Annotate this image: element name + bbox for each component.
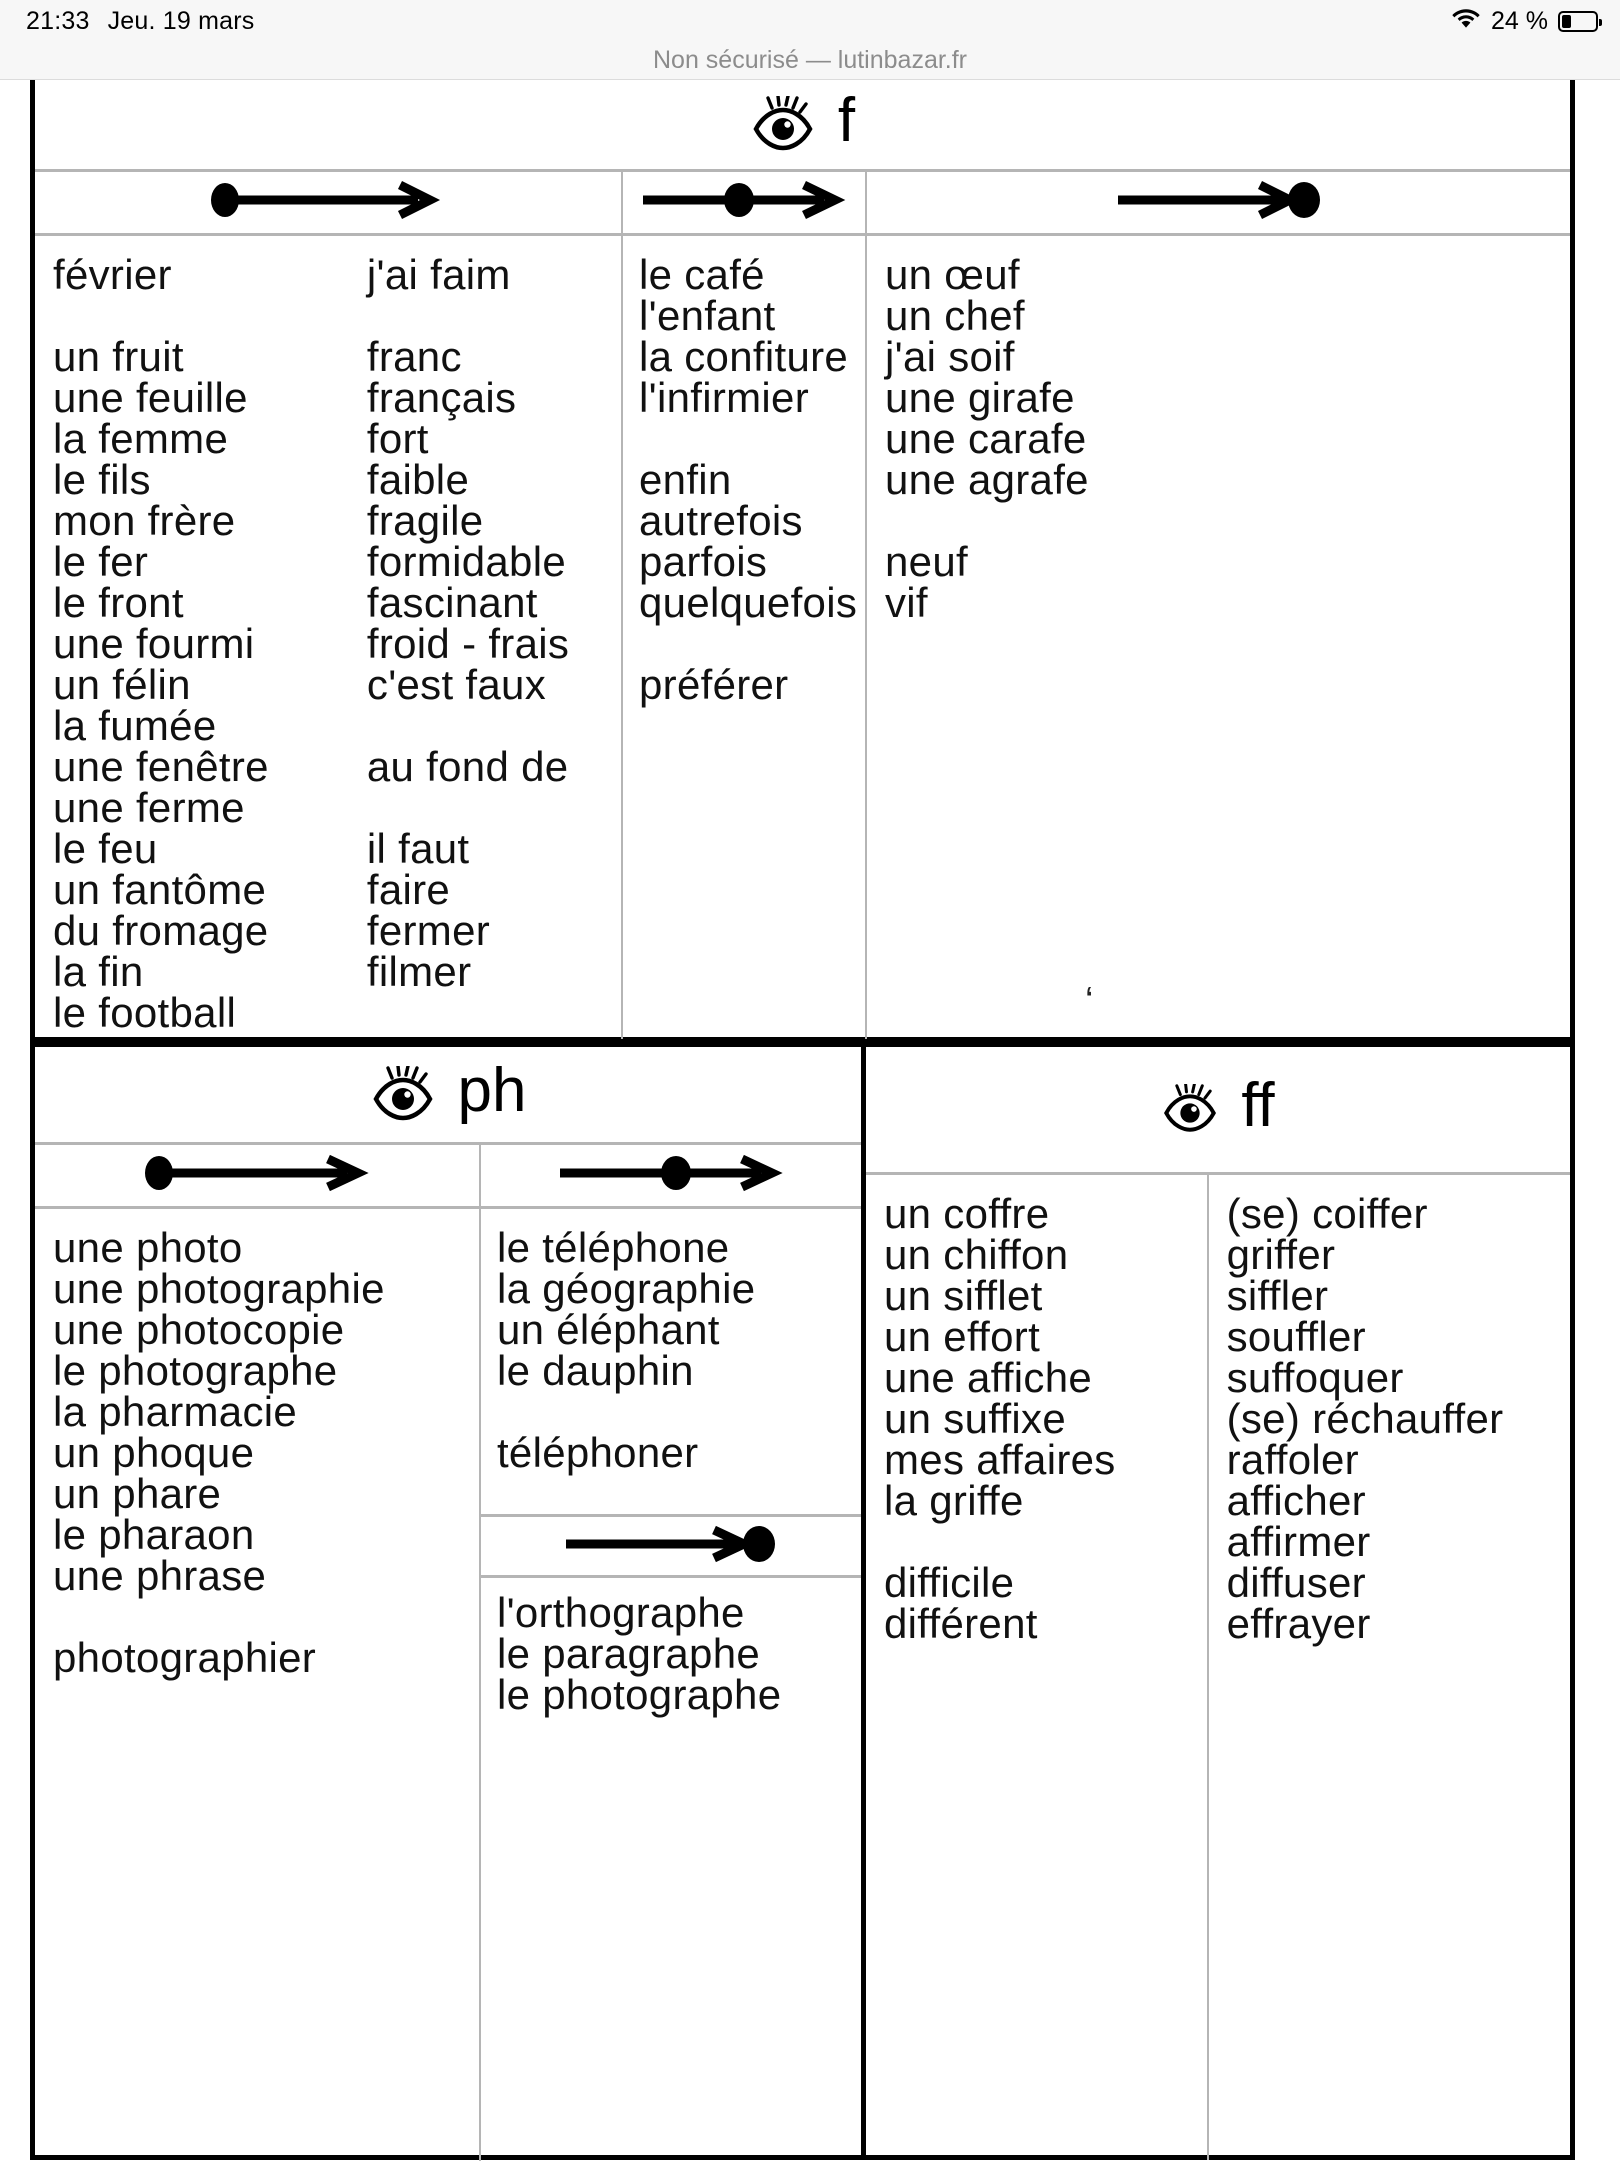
word-item: neuf xyxy=(885,538,968,585)
word-spacer xyxy=(367,787,621,828)
ff-column-1 xyxy=(866,1175,1209,2160)
arrow-dot-end xyxy=(556,1524,786,1569)
word-item: téléphoner xyxy=(496,1429,699,1476)
word-item: février xyxy=(53,251,172,298)
ph-column-2 xyxy=(481,1209,861,2161)
word-item: une fourmi xyxy=(53,620,255,667)
word-item: le paragraphe xyxy=(496,1630,761,1677)
f-col1-sub-b xyxy=(366,251,621,1033)
word-spacer xyxy=(884,1521,1207,1562)
section-f-title: f xyxy=(837,85,856,155)
word-item: fragile xyxy=(366,497,484,544)
word-item: la griffe xyxy=(884,1477,1024,1524)
word-item: le dauphin xyxy=(496,1347,694,1394)
word-item: vif xyxy=(885,579,928,626)
word-item: la fin xyxy=(53,948,144,995)
word-item: mon frère xyxy=(53,497,236,544)
word-item: la femme xyxy=(53,415,229,462)
word-item: il faut xyxy=(366,825,470,872)
word-item: le front xyxy=(53,579,184,626)
word-item: différent xyxy=(884,1600,1038,1647)
word-item: un phoque xyxy=(53,1429,255,1476)
f-col1-sub-a xyxy=(53,251,367,1036)
word-spacer xyxy=(53,295,367,336)
word-item: l'orthographe xyxy=(496,1589,745,1636)
section-ph xyxy=(30,1042,866,2160)
word-item: l'enfant xyxy=(639,292,776,339)
arrow-cell-2 xyxy=(481,1145,861,1206)
stray-apostrophe-mark: ‘ xyxy=(1085,980,1094,1022)
section-ff xyxy=(866,1042,1575,2160)
word-item: froid - frais xyxy=(366,620,570,667)
word-item: le feu xyxy=(53,825,158,872)
word-spacer xyxy=(367,295,621,336)
word-item: préférer xyxy=(639,661,789,708)
word-item: fascinant xyxy=(366,579,538,626)
word-item: mes affaires xyxy=(884,1436,1116,1483)
arrow-cell-3 xyxy=(867,172,1570,233)
word-item: une ferme xyxy=(53,784,245,831)
phoneme-sheet xyxy=(30,80,1575,2160)
date-label: Jeu. 19 mars xyxy=(107,6,255,35)
word-item: j'ai faim xyxy=(366,251,511,298)
ph-col2-group-a xyxy=(481,1209,861,1514)
section-ph-header xyxy=(35,1047,861,1145)
f-column-1 xyxy=(35,236,623,1039)
arrow-cell-1 xyxy=(35,172,623,233)
word-item: un effort xyxy=(884,1313,1041,1360)
arrow-dot-start xyxy=(142,1153,372,1198)
word-item: enfin xyxy=(639,456,732,503)
word-item: effrayer xyxy=(1226,1600,1371,1647)
battery-percent-label: 24 % xyxy=(1491,6,1548,35)
word-item: le café xyxy=(639,251,765,298)
word-item: français xyxy=(366,374,517,421)
word-item: griffer xyxy=(1226,1231,1336,1278)
section-f-arrow-row xyxy=(35,172,1570,236)
eye-icon xyxy=(370,1066,436,1124)
arrow-dot-end xyxy=(1114,180,1324,225)
ios-status-bar xyxy=(0,0,1620,42)
word-item: faire xyxy=(366,866,451,913)
eye-icon xyxy=(1161,1084,1219,1135)
worksheet-page xyxy=(0,80,1620,2160)
status-bar-right xyxy=(1451,0,1598,42)
ph-column-1 xyxy=(35,1209,481,2161)
section-ph-columns xyxy=(35,1209,861,2161)
word-item: la pharmacie xyxy=(53,1388,298,1435)
word-item: une phrase xyxy=(53,1552,267,1599)
word-item: un suffixe xyxy=(884,1395,1067,1442)
word-item: la confiture xyxy=(639,333,849,380)
word-item: un fantôme xyxy=(53,866,267,913)
section-ff-title: ff xyxy=(1241,1070,1275,1140)
word-item: j'ai soif xyxy=(885,333,1015,380)
word-item: le téléphone xyxy=(496,1224,730,1271)
word-spacer xyxy=(639,418,865,459)
word-item: le fer xyxy=(53,538,149,585)
word-item: le football xyxy=(53,989,237,1036)
word-item: faible xyxy=(366,456,470,503)
word-item: une carafe xyxy=(885,415,1087,462)
word-spacer xyxy=(497,1391,861,1432)
word-item: formidable xyxy=(366,538,566,585)
ph-col2-nested-arrow-row xyxy=(481,1514,861,1578)
section-f xyxy=(30,80,1575,1042)
word-item: un fruit xyxy=(53,333,184,380)
word-item: la géographie xyxy=(496,1265,756,1312)
word-spacer xyxy=(53,1596,479,1637)
f-column-2 xyxy=(623,236,867,1039)
word-item: fermer xyxy=(366,907,491,954)
word-item: une photo xyxy=(53,1224,243,1271)
word-spacer xyxy=(497,1473,861,1514)
word-item: un félin xyxy=(53,661,191,708)
word-spacer xyxy=(885,500,1570,541)
word-item: (se) réchauffer xyxy=(1226,1395,1504,1442)
word-item: c'est faux xyxy=(366,661,546,708)
word-item: parfois xyxy=(639,538,768,585)
word-item: un éléphant xyxy=(496,1306,720,1353)
word-item: la fumée xyxy=(53,702,217,749)
word-item: un phare xyxy=(53,1470,222,1517)
ff-column-2 xyxy=(1209,1175,1570,2160)
section-ph-arrow-row xyxy=(35,1145,861,1209)
arrow-cell-2 xyxy=(623,172,867,233)
wifi-icon xyxy=(1451,6,1481,37)
arrow-cell-1 xyxy=(35,1145,481,1206)
word-item: filmer xyxy=(366,948,472,995)
f-column-1-subcolumns xyxy=(53,251,621,1036)
word-item: une feuille xyxy=(53,374,248,421)
word-item: franc xyxy=(366,333,462,380)
word-item: un sifflet xyxy=(884,1272,1043,1319)
url-label: Non sécurisé — lutinbazar.fr xyxy=(652,46,968,74)
word-item: un chef xyxy=(885,292,1025,339)
word-item: une fenêtre xyxy=(53,743,269,790)
word-item: un chiffon xyxy=(884,1231,1069,1278)
word-item: difficile xyxy=(884,1559,1015,1606)
word-item: suffoquer xyxy=(1226,1354,1404,1401)
word-item: quelquefois xyxy=(639,579,858,626)
word-item: souffler xyxy=(1226,1313,1366,1360)
word-item: afficher xyxy=(1226,1477,1366,1524)
word-item: une photocopie xyxy=(53,1306,345,1353)
section-ph-title: ph xyxy=(457,1055,527,1125)
word-item: un coffre xyxy=(884,1190,1050,1237)
safari-url-bar[interactable] xyxy=(0,42,1620,80)
word-item: du fromage xyxy=(53,907,269,954)
f-column-3 xyxy=(867,236,1570,1039)
word-item: affirmer xyxy=(1226,1518,1371,1565)
ph-col2-group-b xyxy=(481,1578,861,1718)
section-ff-header xyxy=(866,1047,1570,1175)
word-item: une affiche xyxy=(884,1354,1093,1401)
word-item: une girafe xyxy=(885,374,1075,421)
word-item: au fond de xyxy=(366,743,569,790)
word-item: (se) coiffer xyxy=(1226,1190,1428,1237)
arrow-dot-middle xyxy=(556,1153,786,1198)
lower-sections-row xyxy=(30,1042,1575,2160)
word-item: siffler xyxy=(1226,1272,1329,1319)
word-item: autrefois xyxy=(639,497,803,544)
word-item: le pharaon xyxy=(53,1511,255,1558)
word-item: photographier xyxy=(53,1634,317,1681)
word-item: le fils xyxy=(53,456,151,503)
word-item: l'infirmier xyxy=(639,374,809,421)
section-f-header xyxy=(35,80,1570,172)
word-item: un œuf xyxy=(885,251,1020,298)
clock: 21:33 xyxy=(26,6,90,35)
section-f-columns xyxy=(35,236,1570,1039)
arrow-dot-middle xyxy=(639,180,849,225)
word-item: fort xyxy=(366,415,429,462)
eye-icon xyxy=(750,96,816,154)
word-item: le photographe xyxy=(496,1671,782,1718)
word-item: diffuser xyxy=(1226,1559,1366,1606)
battery-icon xyxy=(1558,11,1598,32)
status-bar-left xyxy=(26,7,254,36)
word-item: une photographie xyxy=(53,1265,385,1312)
word-item: le photographe xyxy=(53,1347,338,1394)
word-spacer xyxy=(639,623,865,664)
word-item: raffoler xyxy=(1226,1436,1359,1483)
arrow-dot-start xyxy=(208,180,448,225)
word-item: une agrafe xyxy=(885,456,1089,503)
section-ff-columns xyxy=(866,1175,1570,2160)
word-spacer xyxy=(367,705,621,746)
